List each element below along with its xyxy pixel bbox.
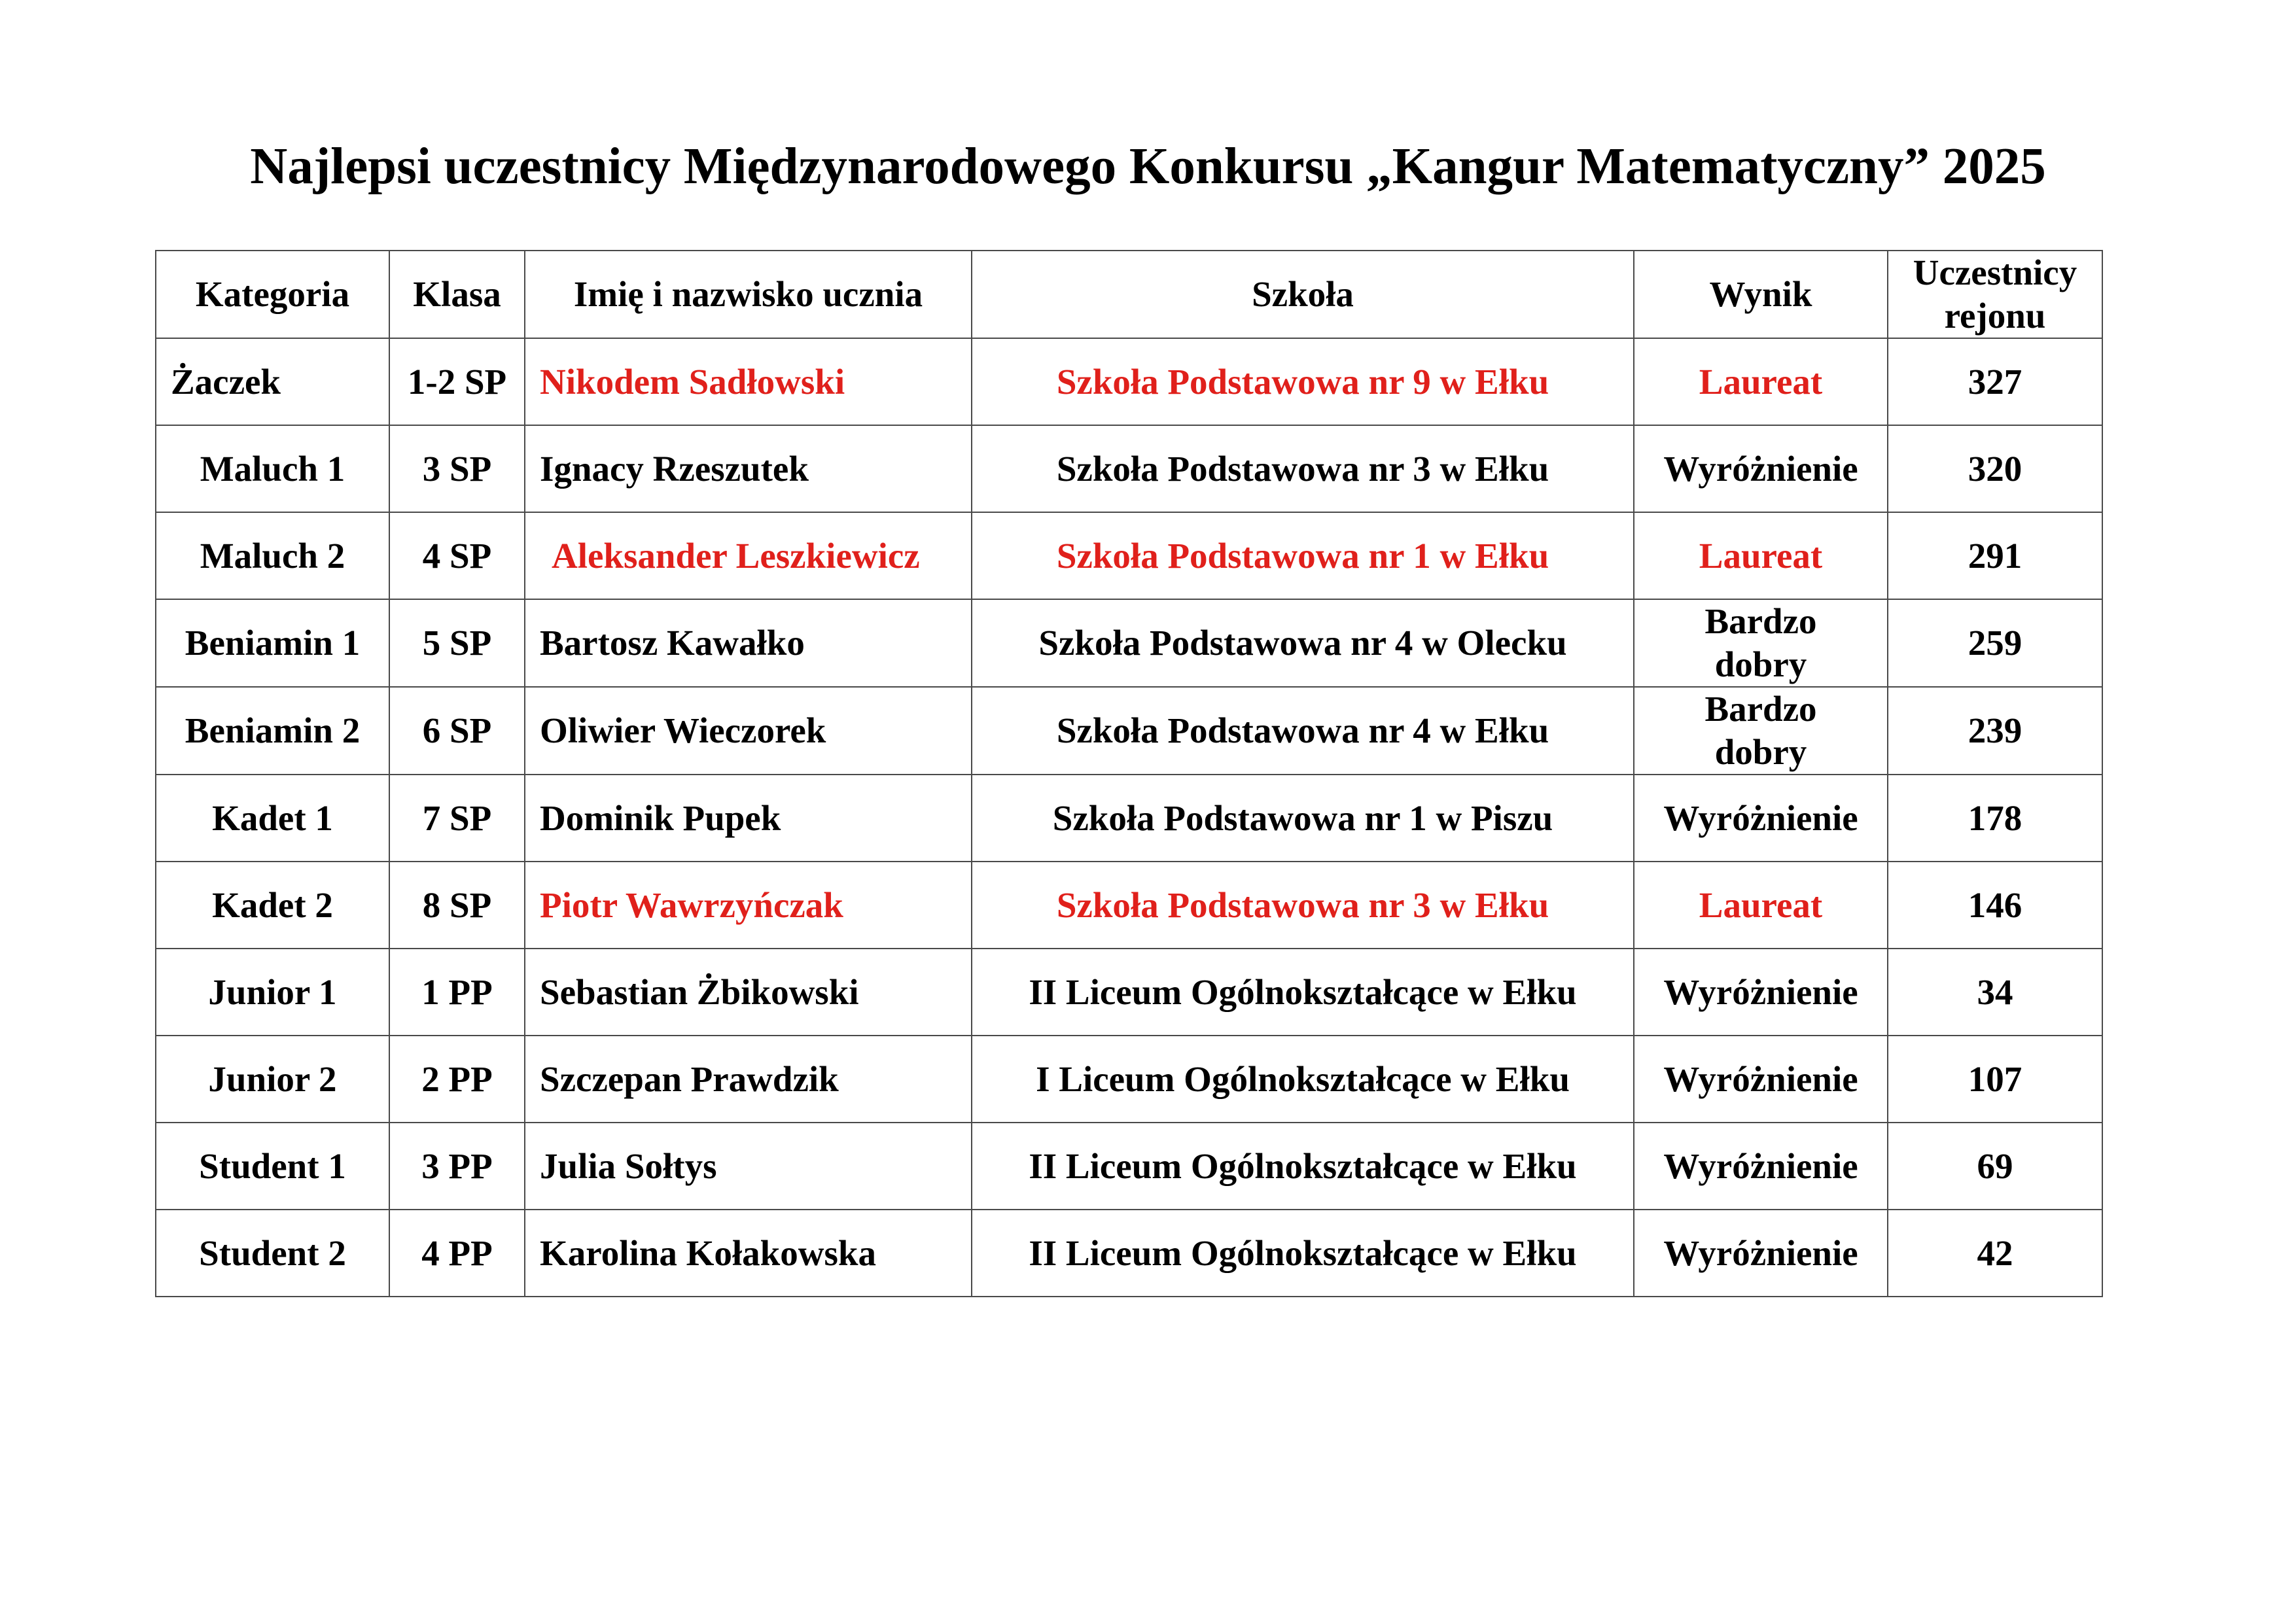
cell-klasa: 3 PP (389, 1123, 525, 1210)
table-row (156, 599, 2102, 687)
header-uczestnicy (1888, 251, 2102, 338)
table-row (156, 338, 2102, 425)
table-row (156, 1210, 2102, 1297)
page-title: Najlepsi uczestnicy Międzynarodowego Konkursu „Kangur Matematyczny” 2025 (250, 138, 2046, 195)
cell-szkola: Szkoła Podstawowa nr 4 w Olecku (972, 599, 1634, 687)
cell-kategoria: Junior 1 (156, 949, 389, 1036)
cell-klasa: 4 SP (389, 512, 525, 599)
cell-wynik-line2: dobry (1714, 644, 1807, 684)
cell-imie: Dominik Pupek (525, 775, 972, 862)
cell-szkola: Szkoła Podstawowa nr 1 w Piszu (972, 775, 1634, 862)
cell-klasa: 1 PP (389, 949, 525, 1036)
cell-wynik (1634, 599, 1888, 687)
header-kategoria: Kategoria (156, 251, 389, 338)
cell-wynik: Wyróżnienie (1634, 775, 1888, 862)
cell-imie: Nikodem Sadłowski (525, 338, 972, 425)
cell-szkola: Szkoła Podstawowa nr 3 w Ełku (972, 425, 1634, 512)
table-header-row (156, 251, 2102, 338)
cell-uczestnicy: 34 (1888, 949, 2102, 1036)
cell-uczestnicy: 107 (1888, 1036, 2102, 1123)
cell-kategoria: Student 2 (156, 1210, 389, 1297)
header-wynik: Wynik (1634, 251, 1888, 338)
cell-szkola: II Liceum Ogólnokształcące w Ełku (972, 1210, 1634, 1297)
cell-kategoria: Junior 2 (156, 1036, 389, 1123)
cell-wynik: Wyróżnienie (1634, 949, 1888, 1036)
cell-kategoria: Beniamin 2 (156, 687, 389, 775)
cell-imie: Aleksander Leszkiewicz (525, 512, 972, 599)
cell-kategoria: Student 1 (156, 1123, 389, 1210)
header-klasa: Klasa (389, 251, 525, 338)
cell-wynik: Wyróżnienie (1634, 1036, 1888, 1123)
table-row (156, 512, 2102, 599)
cell-klasa: 8 SP (389, 862, 525, 949)
cell-wynik (1634, 687, 1888, 775)
results-table (155, 250, 2103, 1297)
cell-wynik: Wyróżnienie (1634, 425, 1888, 512)
cell-wynik: Laureat (1634, 862, 1888, 949)
table-row (156, 687, 2102, 775)
cell-szkola: Szkoła Podstawowa nr 4 w Ełku (972, 687, 1634, 775)
header-uczestnicy-line1: Uczestnicy (1913, 253, 2077, 292)
table-row (156, 425, 2102, 512)
cell-imie: Piotr Wawrzyńczak (525, 862, 972, 949)
cell-imie: Ignacy Rzeszutek (525, 425, 972, 512)
cell-klasa: 2 PP (389, 1036, 525, 1123)
cell-kategoria: Kadet 2 (156, 862, 389, 949)
table-row (156, 862, 2102, 949)
cell-szkola: Szkoła Podstawowa nr 1 w Ełku (972, 512, 1634, 599)
cell-szkola: II Liceum Ogólnokształcące w Ełku (972, 1123, 1634, 1210)
header-szkola: Szkoła (972, 251, 1634, 338)
cell-imie: Julia Sołtys (525, 1123, 972, 1210)
cell-uczestnicy: 239 (1888, 687, 2102, 775)
cell-szkola: Szkoła Podstawowa nr 3 w Ełku (972, 862, 1634, 949)
cell-kategoria: Żaczek (156, 338, 389, 425)
cell-klasa: 7 SP (389, 775, 525, 862)
cell-imie: Oliwier Wieczorek (525, 687, 972, 775)
cell-uczestnicy: 178 (1888, 775, 2102, 862)
cell-kategoria: Maluch 1 (156, 425, 389, 512)
cell-szkola: II Liceum Ogólnokształcące w Ełku (972, 949, 1634, 1036)
table-row (156, 1123, 2102, 1210)
cell-uczestnicy: 259 (1888, 599, 2102, 687)
table-row (156, 775, 2102, 862)
cell-imie: Sebastian Żbikowski (525, 949, 972, 1036)
cell-uczestnicy: 320 (1888, 425, 2102, 512)
cell-klasa: 6 SP (389, 687, 525, 775)
cell-kategoria: Maluch 2 (156, 512, 389, 599)
cell-wynik-line1: Bardzo (1704, 601, 1817, 641)
cell-imie: Karolina Kołakowska (525, 1210, 972, 1297)
cell-szkola: Szkoła Podstawowa nr 9 w Ełku (972, 338, 1634, 425)
header-imie: Imię i nazwisko ucznia (525, 251, 972, 338)
cell-uczestnicy: 69 (1888, 1123, 2102, 1210)
cell-wynik: Wyróżnienie (1634, 1123, 1888, 1210)
cell-wynik: Laureat (1634, 338, 1888, 425)
cell-szkola: I Liceum Ogólnokształcące w Ełku (972, 1036, 1634, 1123)
cell-klasa: 1-2 SP (389, 338, 525, 425)
cell-wynik-line2: dobry (1714, 732, 1807, 772)
cell-wynik-line1: Bardzo (1704, 689, 1817, 729)
cell-wynik: Wyróżnienie (1634, 1210, 1888, 1297)
cell-kategoria: Kadet 1 (156, 775, 389, 862)
cell-uczestnicy: 327 (1888, 338, 2102, 425)
table-row (156, 1036, 2102, 1123)
cell-imie: Bartosz Kawałko (525, 599, 972, 687)
header-uczestnicy-line2: rejonu (1944, 296, 2046, 336)
cell-wynik: Laureat (1634, 512, 1888, 599)
cell-uczestnicy: 42 (1888, 1210, 2102, 1297)
cell-klasa: 4 PP (389, 1210, 525, 1297)
table-row (156, 949, 2102, 1036)
cell-klasa: 5 SP (389, 599, 525, 687)
cell-uczestnicy: 146 (1888, 862, 2102, 949)
cell-imie: Szczepan Prawdzik (525, 1036, 972, 1123)
cell-kategoria: Beniamin 1 (156, 599, 389, 687)
cell-uczestnicy: 291 (1888, 512, 2102, 599)
cell-klasa: 3 SP (389, 425, 525, 512)
